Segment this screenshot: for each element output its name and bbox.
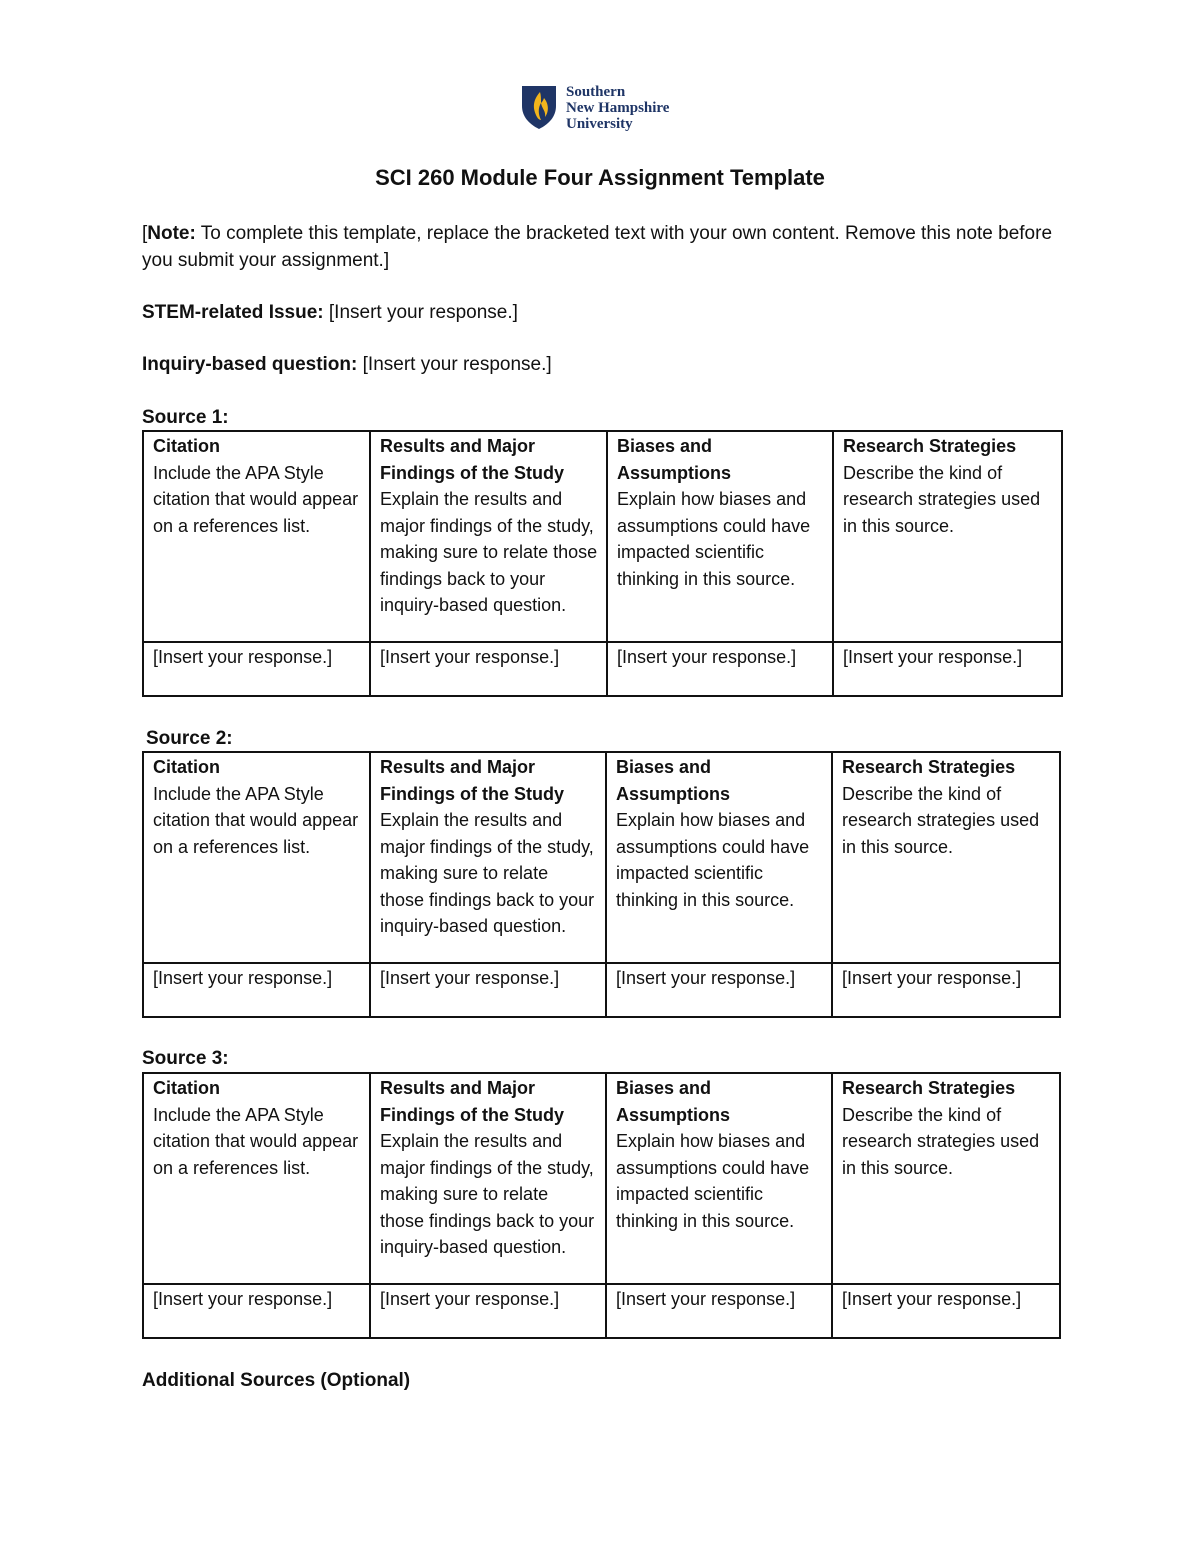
logo-wordmark: [566, 84, 669, 132]
shield-flame-icon: [520, 84, 558, 130]
strategies-response-cell[interactable]: [Insert your response.]: [832, 1284, 1060, 1338]
column-heading: Research Strategies: [842, 1078, 1016, 1098]
table-header-row: [143, 752, 1060, 963]
citation-header-cell: [143, 1073, 370, 1284]
column-description: Describe the kind of research strategies used in this source.: [842, 1104, 1040, 1178]
logo-line-3: University: [566, 116, 633, 132]
biases-header-cell: [606, 1073, 832, 1284]
citation-response-cell[interactable]: [Insert your response.]: [143, 642, 370, 696]
strategies-response-cell[interactable]: [Insert your response.]: [832, 963, 1060, 1017]
column-heading: Biases and Assumptions: [616, 1078, 731, 1125]
citation-header-cell: [143, 752, 370, 963]
biases-response-cell[interactable]: [Insert your response.]: [606, 1284, 832, 1338]
table-header-row: [143, 431, 1062, 642]
source-2-label: Source 2:: [146, 728, 233, 749]
column-heading: Results and Major Findings of the Study: [380, 757, 564, 804]
results-response-cell[interactable]: [Insert your response.]: [370, 1284, 606, 1338]
source-1-label: Source 1:: [142, 407, 229, 428]
source-2-table: [142, 751, 1061, 1018]
strategies-header-cell: [832, 1073, 1060, 1284]
biases-header-cell: [607, 431, 833, 642]
column-heading: Citation: [153, 1078, 220, 1098]
table-response-row: [143, 1284, 1060, 1338]
column-description: Explain the results and major findings of the study, making sure to relate those findings back to your inquiry-based question.: [380, 1131, 595, 1257]
source-3-label: Source 3:: [142, 1048, 229, 1069]
table-header-row: [143, 1073, 1060, 1284]
table-response-row: [143, 642, 1062, 696]
results-response-cell[interactable]: [Insert your response.]: [370, 642, 607, 696]
note-open-bracket: [: [142, 223, 148, 244]
stem-issue: [142, 299, 1062, 326]
biases-response-cell[interactable]: [Insert your response.]: [607, 642, 833, 696]
results-header-cell: [370, 1073, 606, 1284]
column-description: Describe the kind of research strategies used in this source.: [842, 783, 1040, 857]
inquiry-question: [142, 351, 1062, 378]
inquiry-label: Inquiry-based question:: [142, 354, 358, 375]
column-heading: Research Strategies: [842, 757, 1016, 777]
results-response-cell[interactable]: [Insert your response.]: [370, 963, 606, 1017]
stem-response[interactable]: [Insert your response.]: [323, 302, 518, 323]
column-heading: Citation: [153, 436, 220, 456]
document-title: SCI 260 Module Four Assignment Template: [375, 165, 825, 190]
biases-response-cell[interactable]: [Insert your response.]: [606, 963, 832, 1017]
note-text: To complete this template, replace the bracketed text with your own content. Remove this note before you submit your assignment.]: [142, 223, 1053, 271]
column-heading: Biases and Assumptions: [616, 757, 731, 804]
citation-response-cell[interactable]: [Insert your response.]: [143, 1284, 370, 1338]
column-description: Include the APA Style citation that would appear on a references list.: [153, 462, 359, 536]
table-response-row: [143, 963, 1060, 1017]
template-note: [142, 220, 1062, 274]
source-1-table: [142, 430, 1063, 697]
column-description: Explain the results and major findings of the study, making sure to relate those findings back to your inquiry-based question.: [380, 489, 598, 615]
column-heading: Results and Major Findings of the Study: [380, 436, 564, 483]
column-description: Explain how biases and assumptions could have impacted scientific thinking in this source.: [616, 810, 810, 910]
stem-label: STEM-related Issue:: [142, 302, 324, 323]
source-3-table: [142, 1072, 1061, 1339]
column-heading: Results and Major Findings of the Study: [380, 1078, 564, 1125]
column-description: Explain the results and major findings of the study, making sure to relate those findings back to your inquiry-based question.: [380, 810, 595, 936]
university-logo: [520, 84, 669, 132]
logo-line-1: Southern: [566, 84, 626, 100]
column-description: Explain how biases and assumptions could have impacted scientific thinking in this source.: [617, 489, 811, 589]
citation-response-cell[interactable]: [Insert your response.]: [143, 963, 370, 1017]
column-description: Describe the kind of research strategies used in this source.: [843, 462, 1041, 536]
strategies-header-cell: [833, 431, 1062, 642]
inquiry-response[interactable]: [Insert your response.]: [357, 354, 552, 375]
column-heading: Citation: [153, 757, 220, 777]
strategies-header-cell: [832, 752, 1060, 963]
results-header-cell: [370, 431, 607, 642]
column-description: Include the APA Style citation that would appear on a references list.: [153, 1104, 359, 1178]
results-header-cell: [370, 752, 606, 963]
biases-header-cell: [606, 752, 832, 963]
additional-sources-heading: Additional Sources (Optional): [142, 1370, 411, 1391]
column-description: Explain how biases and assumptions could have impacted scientific thinking in this source.: [616, 1131, 810, 1231]
strategies-response-cell[interactable]: [Insert your response.]: [833, 642, 1062, 696]
column-heading: Research Strategies: [843, 436, 1017, 456]
column-heading: Biases and Assumptions: [617, 436, 732, 483]
column-description: Include the APA Style citation that would appear on a references list.: [153, 783, 359, 857]
note-label: Note:: [147, 223, 196, 244]
logo-line-2: New Hampshire: [566, 100, 670, 116]
citation-header-cell: [143, 431, 370, 642]
